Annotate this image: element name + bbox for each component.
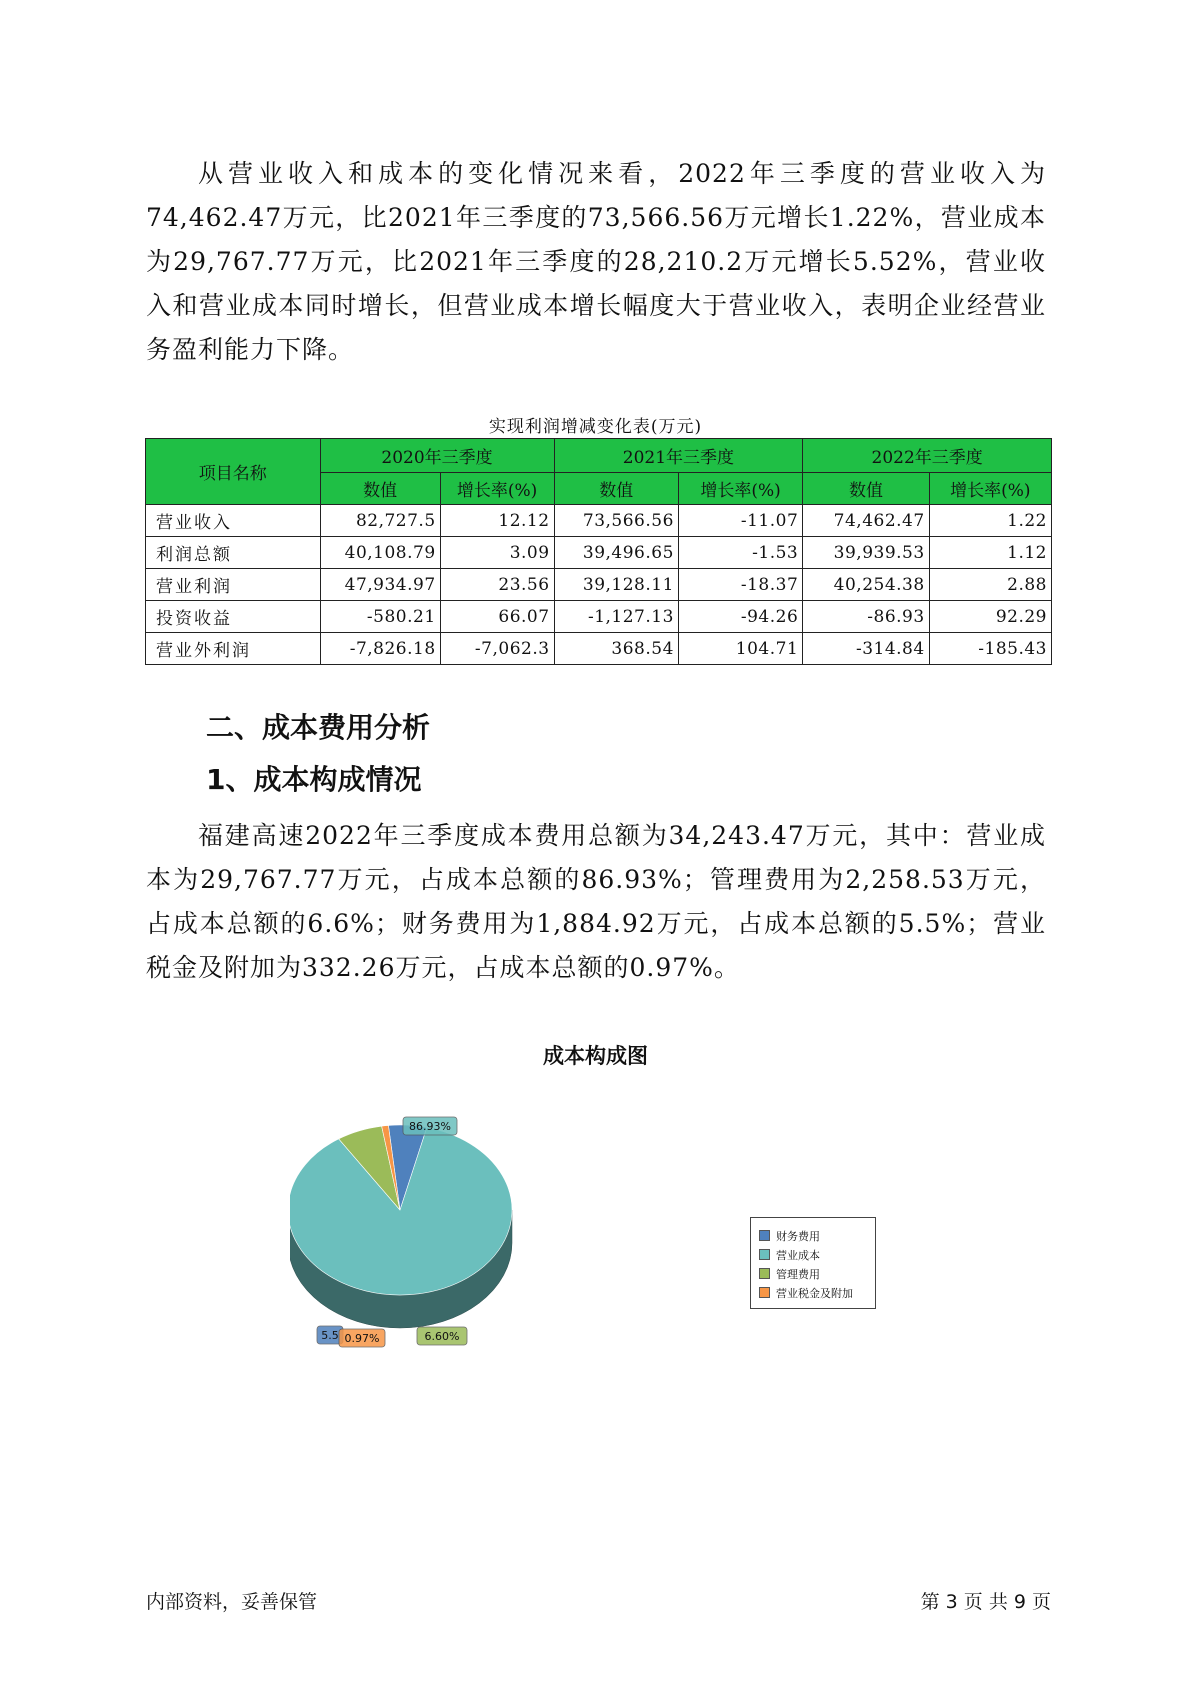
table-cell: -86.93 [803,601,929,633]
table-row [146,633,1052,665]
period-header: 2020年三季度 [320,439,554,473]
legend-swatch [759,1287,770,1298]
footer-note: 内部资料，妥善保管 [146,1591,318,1613]
cost-paragraph: 福建高速2022年三季度成本费用总额为34,243.47万元，其中：营业成本为29,767.77万元，占成本总额的86.93%；管理费用为2,258.53万元，占成本总额的6.6%；财务费用为1,884.92万元，占成本总额的5.5%；营业税金及附加为332.26万元，占成本总额的0.97%。 [146,821,1046,982]
table-cell: 1.22 [929,505,1051,537]
cost-pie-chart [290,1090,630,1370]
table-cell: 39,128.11 [554,569,678,601]
legend-swatch [759,1230,770,1241]
chart-title: 成本构成图 [543,1044,648,1068]
table-cell: -185.43 [929,633,1051,665]
table-cell: -580.21 [320,601,440,633]
legend-swatch [759,1268,770,1279]
legend-label: 营业税金及附加 [776,1286,853,1300]
table-cell: -94.26 [678,601,802,633]
table-cell: 66.07 [440,601,554,633]
legend-item [759,1264,867,1283]
table-cell: 39,939.53 [803,537,929,569]
table-row [146,601,1052,633]
table-cell: -11.07 [678,505,802,537]
rate-header: 增长率(%) [440,473,554,505]
table-cell: -7,062.3 [440,633,554,665]
row-name: 营业收入 [146,505,321,537]
table-cell: 47,934.97 [320,569,440,601]
value-header: 数值 [803,473,929,505]
table-cell: -7,826.18 [320,633,440,665]
row-name: 投资收益 [146,601,321,633]
legend-item [759,1226,867,1245]
legend-item [759,1283,867,1302]
period-header: 2021年三季度 [554,439,803,473]
rate-header: 增长率(%) [678,473,802,505]
period-header: 2022年三季度 [803,439,1052,473]
chart-legend [750,1217,876,1309]
row-name: 利润总额 [146,537,321,569]
table-caption: 实现利润增减变化表(万元) [488,417,703,437]
subsection-heading: 1、成本构成情况 [206,763,422,796]
pie-label: 6.60% [424,1330,460,1343]
item-name-header: 项目名称 [146,439,321,505]
value-header: 数值 [554,473,678,505]
rate-header: 增长率(%) [929,473,1051,505]
pie-label: 5.5 [321,1329,339,1342]
table-row [146,569,1052,601]
legend-label: 营业成本 [776,1248,820,1262]
table-cell: 39,496.65 [554,537,678,569]
table-cell: -1,127.13 [554,601,678,633]
table-cell: 104.71 [678,633,802,665]
table-row [146,537,1052,569]
profit-change-table [145,438,1052,665]
table-cell: 1.12 [929,537,1051,569]
table-row [146,505,1052,537]
legend-label: 管理费用 [776,1267,820,1281]
pie-label: 0.97% [344,1332,380,1345]
legend-swatch [759,1249,770,1260]
legend-label: 财务费用 [776,1229,820,1243]
value-header: 数值 [320,473,440,505]
table-cell: 92.29 [929,601,1051,633]
row-name: 营业外利润 [146,633,321,665]
pie-label: 86.93% [409,1120,451,1133]
intro-paragraph: 从营业收入和成本的变化情况来看，2022年三季度的营业收入为74,462.47万元，比2021年三季度的73,566.56万元增长1.22%，营业成本为29,767.77万元，比2021年三季度的28,210.2万元增长5.52%，营业收入和营业成本同时增长，但营业成本增长幅度大于营业收入，表明企业经营业务盈利能力下降。 [146,159,1046,364]
table-cell: -18.37 [678,569,802,601]
table-cell: 2.88 [929,569,1051,601]
table-cell: 82,727.5 [320,505,440,537]
table-cell: 74,462.47 [803,505,929,537]
table-cell: -1.53 [678,537,802,569]
legend-item [759,1245,867,1264]
table-cell: 23.56 [440,569,554,601]
row-name: 营业利润 [146,569,321,601]
table-cell: 3.09 [440,537,554,569]
table-cell: 73,566.56 [554,505,678,537]
page-number: 第 3 页 共 9 页 [920,1591,1051,1613]
table-cell: 12.12 [440,505,554,537]
table-cell: -314.84 [803,633,929,665]
table-cell: 40,254.38 [803,569,929,601]
section-heading: 二、成本费用分析 [206,711,431,744]
table-cell: 368.54 [554,633,678,665]
table-cell: 40,108.79 [320,537,440,569]
